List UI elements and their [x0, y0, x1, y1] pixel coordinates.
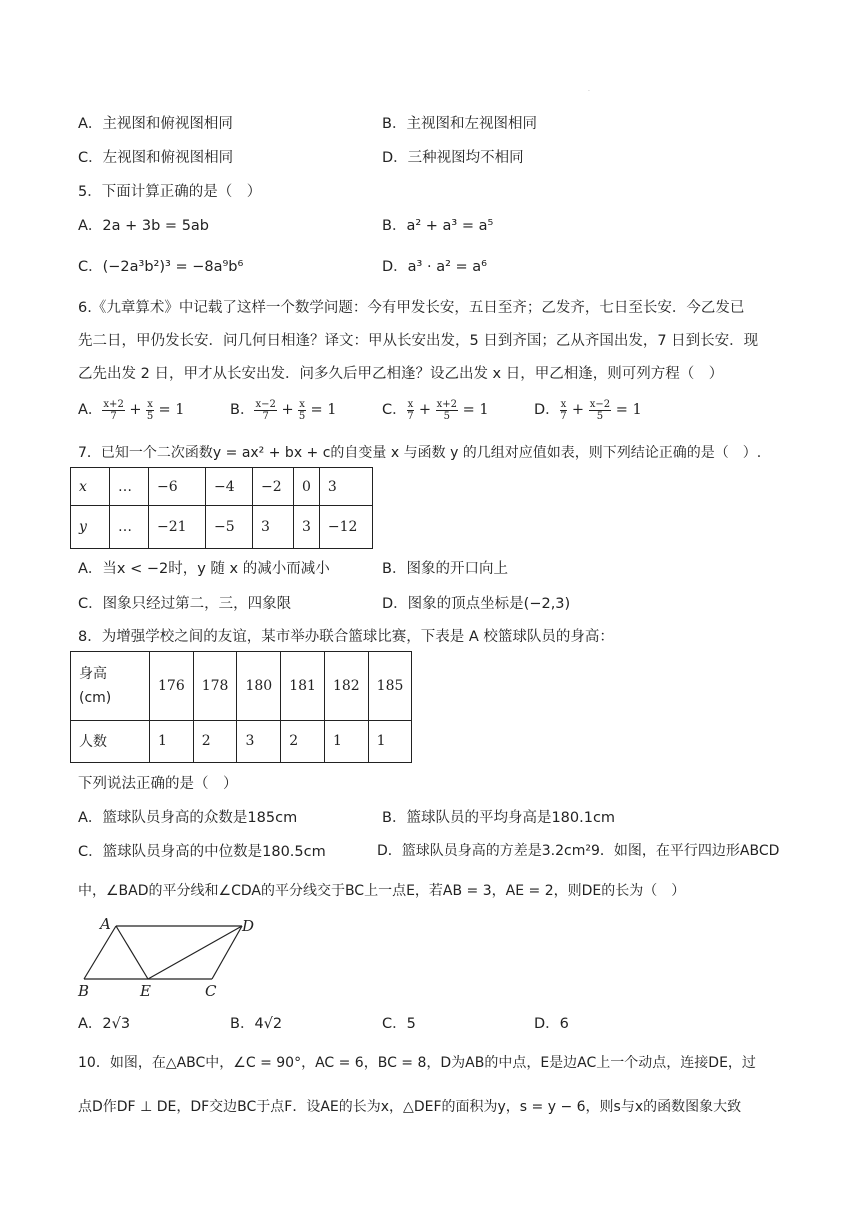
q9-option-d: D．6	[534, 1016, 569, 1032]
q7-option-d: D．图象的顶点坐标是(−2,3)	[382, 596, 571, 612]
q9-option-c: C．5	[382, 1016, 416, 1032]
q6-line-2: 先二日，甲仍发长安．问几何日相逢？译文：甲从长安出发，5 日到齐国；乙从齐国出发，7 日到长安．现	[78, 333, 759, 349]
table-cell: 人数	[71, 720, 150, 762]
q8-stem: 8．为增强学校之间的友谊，某市举办联合篮球比赛，下表是 A 校篮球队员的身高：	[78, 629, 614, 645]
segment-ae	[116, 926, 148, 979]
table-cell: 0	[294, 468, 320, 506]
table-cell: 176	[150, 652, 194, 721]
table-cell: …	[110, 506, 149, 549]
unit-label: (cm)	[79, 689, 112, 706]
parallelogram-figure	[72, 912, 272, 1002]
table-header-cell	[71, 652, 150, 721]
q6-option-d: D． $\frac{x}{7}$ + $\frac{x-2}{5}$ = 1	[534, 398, 642, 422]
q8-sub-stem: 下列说法正确的是（ ）	[78, 776, 238, 792]
q7-option-b: B．图象的开口向上	[382, 561, 508, 577]
q4-option-b: B．主视图和左视图相同	[382, 116, 537, 132]
table-cell: −21	[149, 506, 206, 549]
table-cell: 182	[324, 652, 368, 721]
table-cell: −6	[149, 468, 206, 506]
q9-option-a: A．2√3	[78, 1016, 131, 1032]
label-e: E	[140, 982, 151, 1000]
q7-option-c: C．图象只经过第二，三，四象限	[78, 596, 292, 612]
table-cell: 3	[253, 506, 294, 549]
table-cell: 1	[150, 720, 194, 762]
q5-option-a: A．2a + 3b = 5ab	[78, 218, 210, 234]
q7-stem: 7．已知一个二次函数y = ax² + bx + c的自变量 x 与函数 y 的几组对应值如表，则下列结论正确的是（ ）.	[78, 445, 762, 461]
q6-line-1: 6.《九章算术》中记载了这样一个数学问题：今有甲发长安，五日至齐；乙发齐，七日至长安．今乙发已	[78, 300, 745, 316]
q6-line-3: 乙先出发 2 日，甲才从长安出发．问多久后甲乙相逢？设乙出发 x 日，甲乙相逢，则可列方程（ ）	[78, 366, 724, 382]
table-cell: −12	[319, 506, 372, 549]
height-label: 身高	[79, 665, 107, 682]
table-cell: 3	[237, 720, 281, 762]
table-cell: x	[71, 468, 110, 506]
table-cell: 3	[294, 506, 320, 549]
q8-option-d: D．篮球队员身高的方差是3.2cm²9．如图，在平行四边形ABCD	[377, 843, 780, 859]
table-cell: 3	[319, 468, 372, 506]
q8-option-a: A．篮球队员身高的众数是185cm	[78, 810, 298, 826]
table-cell: 2	[193, 720, 237, 762]
q5-option-b: B．a² + a³ = a⁵	[382, 218, 494, 234]
table-cell: −4	[206, 468, 253, 506]
table-cell: …	[110, 468, 149, 506]
q9-stem: 中，∠BAD的平分线和∠CDA的平分线交于BC上一点E，若AB = 3，AE = 2，则DE的长为（ ）	[78, 883, 686, 899]
q8-option-b: B．篮球队员的平均身高是180.1cm	[382, 810, 616, 826]
q6-option-b: B． $\frac{x-2}{7}$ + $\frac{x}{5}$ = 1	[230, 398, 337, 422]
q4-option-c: C．左视图和俯视图相同	[78, 150, 234, 166]
q5-option-d: D．a³ · a² = a⁶	[382, 259, 487, 275]
q8-row-height	[71, 652, 412, 721]
table-cell: 178	[193, 652, 237, 721]
segment-de	[148, 926, 242, 979]
q10-line-2: 点D作DF ⊥ DE，DF交边BC于点F．设AE的长为x，△DEF的面积为y，s = y − 6，则s与x的函数图象大致	[78, 1099, 742, 1115]
label-c: C	[205, 982, 217, 1000]
q9-option-b: B．4√2	[230, 1016, 283, 1032]
q7-row-x	[71, 468, 373, 506]
table-cell: 185	[368, 652, 412, 721]
table-cell: y	[71, 506, 110, 549]
table-cell: 1	[368, 720, 412, 762]
q4-option-a: A．主视图和俯视图相同	[78, 116, 233, 132]
q8-option-c: C．篮球队员身高的中位数是180.5cm	[78, 844, 326, 860]
q7-row-y	[71, 506, 373, 549]
q6-option-a: A． $\frac{x+2}{7}$ + $\frac{x}{5}$ = 1	[78, 398, 185, 422]
q8-height-table	[70, 651, 412, 763]
q5-stem: 5．下面计算正确的是（ ）	[78, 184, 262, 200]
table-cell: 181	[281, 652, 325, 721]
q6-option-c: C． $\frac{x}{7}$ + $\frac{x+2}{5}$ = 1	[382, 398, 489, 422]
q7-option-a: A．当x < −2时，y 随 x 的减小而减小	[78, 561, 330, 577]
q4-option-d: D．三种视图均不相同	[382, 150, 524, 166]
label-a: A	[100, 915, 111, 933]
table-cell: −2	[253, 468, 294, 506]
q5-option-c: C．(−2a³b²)³ = −8a⁹b⁶	[78, 259, 244, 275]
label-d: D	[242, 917, 255, 935]
side-ab	[84, 926, 116, 979]
q8-row-count	[71, 720, 412, 762]
table-cell: 1	[324, 720, 368, 762]
table-cell: −5	[206, 506, 253, 549]
q7-value-table	[70, 467, 373, 549]
table-cell: 2	[281, 720, 325, 762]
q10-line-1: 10．如图，在△ABC中，∠C = 90°，AC = 6，BC = 8，D为AB的中点，E是边AC上一个动点，连接DE，过	[78, 1055, 756, 1071]
scan-dot: ·	[588, 88, 590, 95]
table-cell: 180	[237, 652, 281, 721]
label-b: B	[78, 982, 90, 1000]
